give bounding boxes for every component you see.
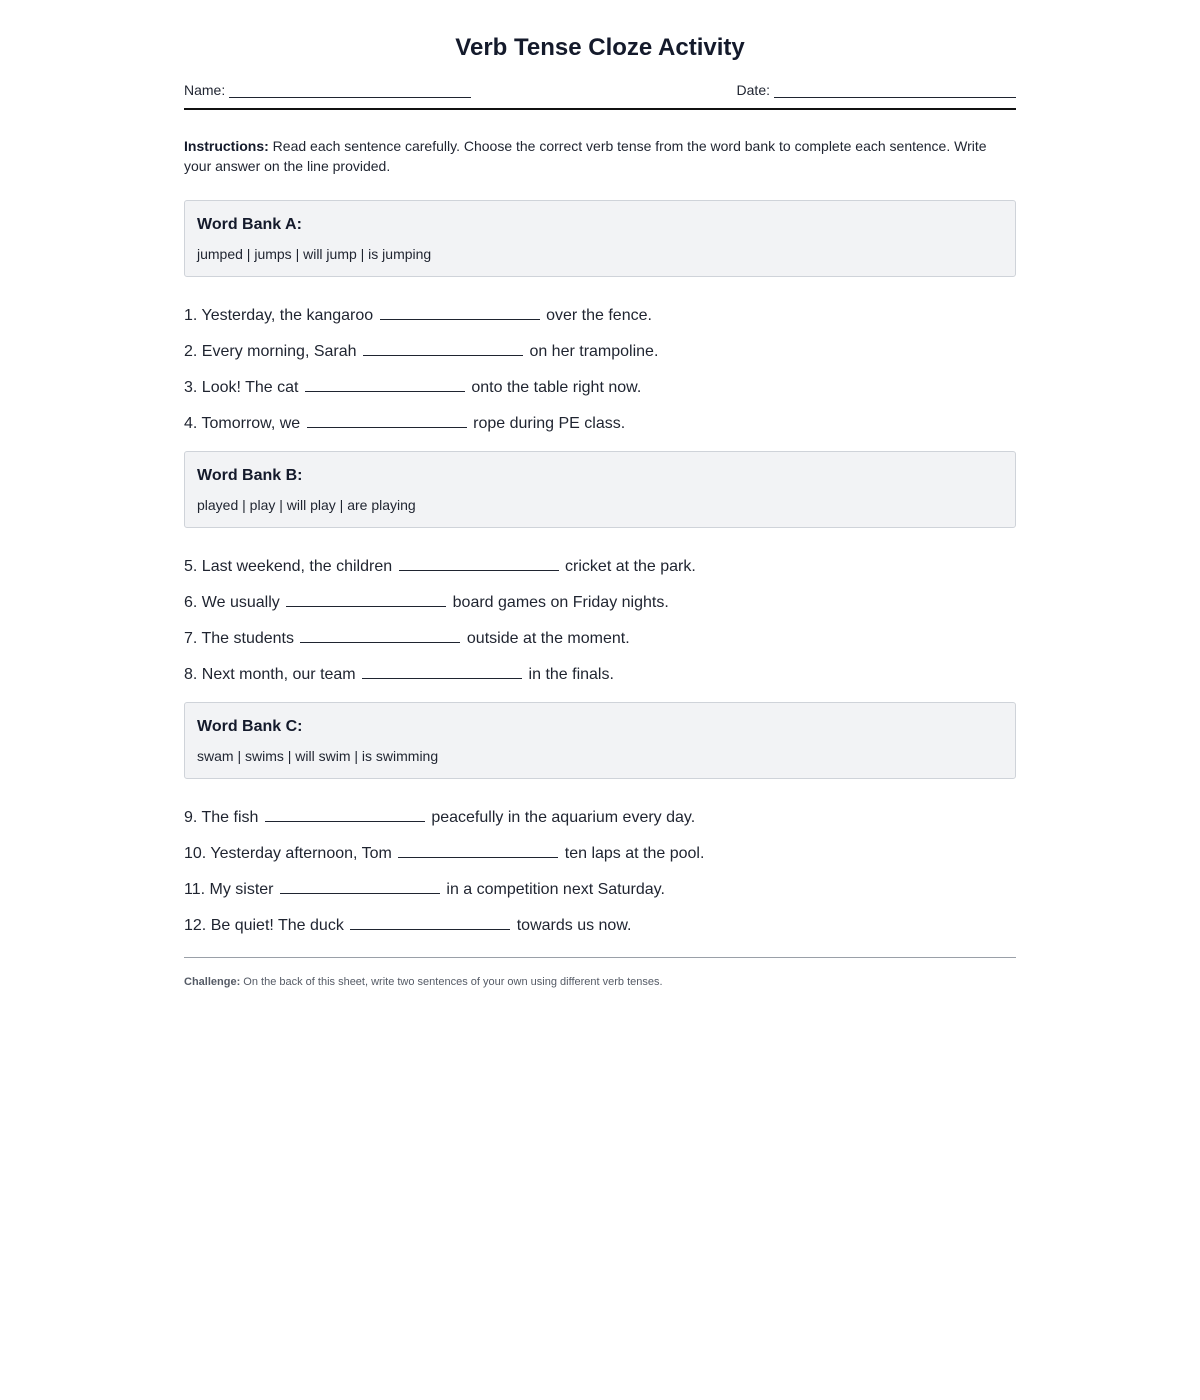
question-text-before: 12. Be quiet! The duck <box>184 917 344 934</box>
question-text-after: towards us now. <box>516 917 632 934</box>
challenge-note <box>184 976 1016 988</box>
answer-blank[interactable] <box>398 841 558 858</box>
question-text-after: in the finals. <box>528 666 614 683</box>
question-text-after: onto the table right now. <box>471 379 642 396</box>
question-text-before: 2. Every morning, Sarah <box>184 343 357 360</box>
question-text-after: board games on Friday nights. <box>452 594 669 611</box>
instructions-label: Instructions: <box>184 138 269 154</box>
question-text-after: ten laps at the pool. <box>564 845 705 862</box>
question-text-before: 6. We usually <box>184 594 280 611</box>
question-text-before: 10. Yesterday afternoon, Tom <box>184 845 392 862</box>
date-field <box>737 82 1016 98</box>
instructions <box>184 136 1016 176</box>
question-text-after: on her trampoline. <box>529 343 659 360</box>
worksheet-page <box>184 0 1016 988</box>
question-text-after: outside at the moment. <box>466 630 630 647</box>
word-bank-words: jumped | jumps | will jump | is jumping <box>197 246 432 262</box>
question-11 <box>184 877 1016 913</box>
word-bank-words: swam | swims | will swim | is swimming <box>197 748 439 764</box>
word-bank-c <box>184 702 1016 779</box>
question-list-a <box>184 303 1016 447</box>
question-text-before: 11. My sister <box>184 881 274 898</box>
question-6 <box>184 590 1016 626</box>
answer-blank[interactable] <box>265 805 425 822</box>
word-bank-a <box>184 200 1016 277</box>
page-title: Verb Tense Cloze Activity <box>455 34 745 61</box>
question-3 <box>184 375 1016 411</box>
date-input-line[interactable] <box>774 83 1016 98</box>
name-input-line[interactable] <box>229 83 471 98</box>
name-field <box>184 82 471 98</box>
answer-blank[interactable] <box>362 662 522 679</box>
instructions-text: Read each sentence carefully. Choose the correct verb tense from the word bank to complete each sentence. Write your answer on the line provided. <box>184 138 987 174</box>
question-text-before: 8. Next month, our team <box>184 666 356 683</box>
answer-blank[interactable] <box>380 303 540 320</box>
question-text-before: 9. The fish <box>184 809 259 826</box>
student-info-header <box>184 82 1016 110</box>
question-7 <box>184 626 1016 662</box>
challenge-text: On the back of this sheet, write two sentences of your own using different verb tenses. <box>243 976 663 988</box>
question-text-before: 1. Yesterday, the kangaroo <box>184 307 374 324</box>
question-1 <box>184 303 1016 339</box>
answer-blank[interactable] <box>286 590 446 607</box>
question-text-before: 3. Look! The cat <box>184 379 299 396</box>
question-text-before: 7. The students <box>184 630 294 647</box>
question-10 <box>184 841 1016 877</box>
question-text-after: rope during PE class. <box>473 415 626 432</box>
date-label: Date: <box>736 82 770 98</box>
question-9 <box>184 805 1016 841</box>
question-text-after: peacefully in the aquarium every day. <box>431 809 696 826</box>
answer-blank[interactable] <box>399 554 559 571</box>
answer-blank[interactable] <box>363 339 523 356</box>
footer-divider <box>184 957 1016 958</box>
question-text-before: 4. Tomorrow, we <box>184 415 301 432</box>
name-label: Name: <box>184 82 226 98</box>
question-text-after: in a competition next Saturday. <box>446 881 665 898</box>
answer-blank[interactable] <box>300 626 460 643</box>
question-text-before: 5. Last weekend, the children <box>184 558 393 575</box>
answer-blank[interactable] <box>307 411 467 428</box>
question-list-b <box>184 554 1016 698</box>
answer-blank[interactable] <box>350 913 510 930</box>
word-bank-title: Word Bank B: <box>197 467 303 484</box>
word-bank-title: Word Bank C: <box>197 718 303 735</box>
question-12 <box>184 913 1016 949</box>
question-4 <box>184 411 1016 447</box>
answer-blank[interactable] <box>305 375 465 392</box>
question-5 <box>184 554 1016 590</box>
challenge-label: Challenge: <box>184 976 241 988</box>
word-bank-b <box>184 451 1016 528</box>
question-list-c <box>184 805 1016 949</box>
question-2 <box>184 339 1016 375</box>
answer-blank[interactable] <box>280 877 440 894</box>
question-text-after: over the fence. <box>546 307 652 324</box>
question-text-after: cricket at the park. <box>565 558 696 575</box>
word-bank-title: Word Bank A: <box>197 216 302 233</box>
word-bank-words: played | play | will play | are playing <box>197 497 416 513</box>
question-8 <box>184 662 1016 698</box>
